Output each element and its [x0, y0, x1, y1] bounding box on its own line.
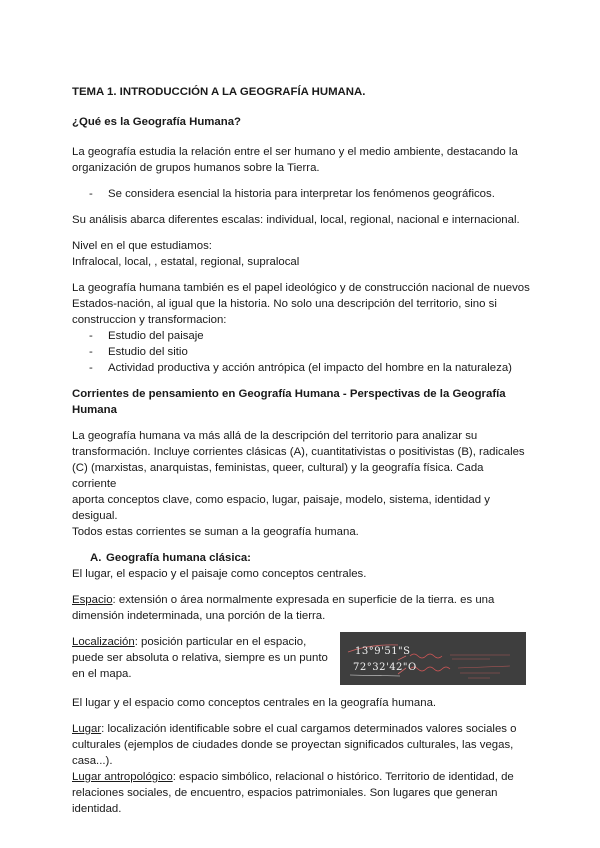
definition-lugar: Lugar: localización identificable sobre el cual cargamos determinados valores sociales o culturales (ejemplos de ciudades donde se proyectan significados culturales, las vegas, casa...). [72, 723, 517, 767]
term-lugar: Lugar [72, 723, 102, 735]
coordinate-latitude: 13°9'51"S [355, 646, 411, 657]
subheading-classic-geography: A. Geografía humana clásica: [90, 552, 251, 564]
bullet-list-history [72, 186, 530, 202]
chalk-drawing [340, 632, 526, 685]
definition-localizacion: Localización: posición particular en el espacio, puede ser absoluta o relativa, siempre es un punto en el mapa. [72, 636, 328, 680]
paragraph-levels: Nivel en el que estudiamos: Infralocal, local, , estatal, regional, supralocal [72, 240, 300, 268]
list-item: - Actividad productiva y acción antrópica (el impacto del hombre en la naturaleza) [72, 360, 530, 376]
document-title: TEMA 1. INTRODUCCIÓN A LA GEOGRAFÍA HUMANA. [72, 86, 366, 98]
coordinate-longitude: 72°32'42"O [353, 662, 417, 673]
paragraph-scales: Su análisis abarca diferentes escalas: individual, local, regional, nacional e internacional. [72, 214, 520, 226]
definition-espacio: Espacio: extensión o área normalmente expresada en superficie de la tierra. es una dimensión indeterminada, una porción de la tierra. [72, 594, 495, 622]
list-item: - Estudio del paisaje [72, 328, 530, 344]
paragraph-ideological-role: La geografía humana también es el papel ideológico y de construcción nacional de nuevos Estados-nación, al igual que la historia. No solo una descripción del territorio, sino si construccion y transformacion: [72, 282, 530, 326]
list-item: - Estudio del sitio [72, 344, 530, 360]
term-espacio: Espacio [72, 594, 113, 606]
section-heading-currents: Corrientes de pensamiento en Geografía Humana - Perspectivas de la Geografía Humana [72, 388, 506, 416]
paragraph-currents: La geografía humana va más allá de la descripción del territorio para analizar su transformación. Incluye corrientes clásicas (A), cuantitativistas o positivistas (B), radicales (C) (marxistas, anarquistas, feministas, queer, cultural) y la geografía física. Cada corriente aporta conceptos clave, como espacio, lugar, paisaje, modelo, sistema, identidad y desigual. Todos estas corrientes se suman a la geografía humana. [72, 430, 525, 538]
document-page [72, 84, 530, 817]
paragraph-definition: La geografía estudia la relación entre el ser humano y el medio ambiente, destacando la organización de grupos humanos sobre la Tierra. [72, 146, 518, 174]
term-localizacion: Localización [72, 636, 135, 648]
definition-lugar-antropologico: Lugar antropológico: espacio simbólico, relacional o histórico. Territorio de identidad, de relaciones sociales, de encuentro, espacios patrimoniales. Son lugares que generan identidad. [72, 771, 514, 815]
paragraph-central-concepts: El lugar, el espacio y el paisaje como conceptos centrales. [72, 568, 367, 580]
chalkboard-coordinates-image [340, 632, 526, 685]
list-item: - Se considera esencial la historia para interpretar los fenómenos geográficos. [72, 186, 530, 202]
section-heading-what-is: ¿Qué es la Geografía Humana? [72, 116, 242, 128]
paragraph-place-space: El lugar y el espacio como conceptos centrales en la geografía humana. [72, 697, 437, 709]
term-lugar-antropologico: Lugar antropológico [72, 771, 173, 783]
bullet-list-study [72, 328, 530, 376]
